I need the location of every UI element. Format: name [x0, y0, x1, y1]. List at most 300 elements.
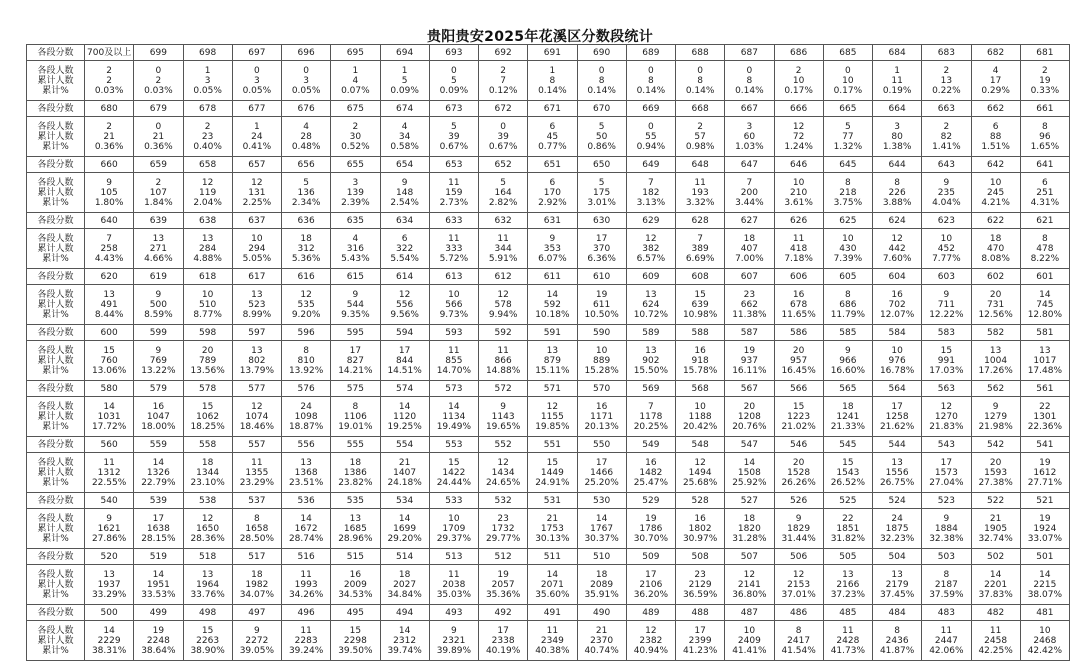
score-cell: 493 — [429, 605, 478, 621]
count-value: 1 — [254, 121, 260, 132]
cumulative-value: 4 — [352, 75, 359, 86]
cumulative-value: 879 — [543, 355, 561, 366]
score-cell: 569 — [626, 381, 675, 397]
score-cell: 517 — [232, 549, 281, 565]
cumulative-value: 2248 — [146, 635, 170, 646]
percent-value: 3.88% — [882, 197, 912, 208]
cumulative-value: 1937 — [97, 579, 121, 590]
percent-value: 24.91% — [535, 477, 570, 488]
percent-value: 22.36% — [1027, 421, 1063, 432]
cumulative-value: 1767 — [590, 523, 614, 534]
score-cell: 639 — [134, 213, 183, 229]
cumulative-value: 2009 — [343, 579, 367, 590]
score-cell: 661 — [1020, 101, 1069, 117]
count-value: 10 — [448, 289, 460, 300]
data-cell — [380, 565, 429, 605]
cumulative-value: 1062 — [196, 411, 220, 422]
data-cell — [873, 565, 922, 605]
cumulative-value: 1672 — [294, 523, 318, 534]
percent-value: 41.41% — [732, 645, 767, 656]
percent-value: 33.07% — [1027, 533, 1063, 544]
score-cell: 559 — [134, 437, 183, 453]
data-cell — [282, 229, 331, 269]
data-cell — [282, 173, 331, 213]
count-value: 1 — [401, 65, 408, 76]
cumulative-value: 34 — [398, 131, 411, 142]
score-cell: 616 — [282, 269, 331, 285]
count-value: 12 — [497, 289, 509, 300]
data-cell — [85, 453, 134, 493]
percent-value: 34.07% — [239, 589, 275, 600]
cumulative-value: 2027 — [393, 579, 417, 590]
count-value: 21 — [546, 513, 559, 524]
percent-value: 37.01% — [781, 589, 816, 600]
score-cell: 509 — [626, 549, 675, 565]
percent-value: 6.07% — [538, 253, 567, 264]
count-value: 10 — [448, 513, 460, 524]
cumulative-value: 10 — [842, 75, 854, 86]
percent-value: 20.13% — [584, 421, 619, 432]
data-cell — [725, 61, 774, 101]
cumulative-value: 731 — [987, 299, 1005, 310]
percent-value: 26.26% — [781, 477, 816, 488]
percent-value: 0.77% — [538, 141, 567, 152]
count-value: 15 — [448, 457, 460, 468]
percent-value: 5.54% — [390, 253, 419, 264]
count-value: 1 — [204, 65, 211, 76]
score-row — [27, 269, 1070, 285]
percent-value: 0.14% — [538, 85, 567, 96]
cumulative-value: 592 — [543, 299, 561, 310]
percent-value: 36.80% — [732, 589, 767, 600]
count-value: 10 — [743, 625, 756, 636]
percent-value: 32.23% — [879, 533, 915, 544]
score-cell: 596 — [282, 325, 331, 341]
percent-value: 20.76% — [732, 421, 767, 432]
cumulative-value: 82 — [940, 131, 953, 142]
cumulative-value: 60 — [743, 131, 756, 142]
cumulative-value: 1802 — [688, 523, 712, 534]
count-value: 9 — [254, 625, 260, 636]
count-label: 各段人数 — [37, 233, 74, 244]
count-value: 14 — [743, 457, 756, 468]
cumulative-value: 1386 — [343, 467, 367, 478]
data-cell — [676, 173, 725, 213]
percent-value: 2.04% — [193, 197, 222, 208]
percent-value: 1.03% — [735, 141, 764, 152]
score-cell: 614 — [380, 269, 429, 285]
count-value: 11 — [448, 177, 460, 188]
percent-value: 18.00% — [141, 421, 176, 432]
data-cell — [232, 117, 281, 157]
cumulative-value: 1106 — [343, 411, 367, 422]
data-cell — [528, 453, 577, 493]
count-value: 17 — [595, 233, 608, 244]
cumulative-value: 1301 — [1033, 411, 1057, 422]
data-cell — [380, 621, 429, 661]
cumulative-value: 1528 — [787, 467, 811, 478]
score-cell: 558 — [183, 437, 232, 453]
count-value: 14 — [398, 401, 411, 412]
cumulative-value: 624 — [642, 299, 660, 310]
count-value: 8 — [795, 625, 802, 636]
percent-value: 37.83% — [978, 589, 1013, 600]
percent-value: 12.07% — [879, 309, 915, 320]
percent-value: 8.44% — [94, 309, 124, 320]
cumulative-value: 316 — [346, 243, 364, 254]
percent-value: 15.28% — [584, 365, 619, 376]
score-cell: 611 — [528, 269, 577, 285]
score-cell: 574 — [380, 381, 429, 397]
cumulative-value: 976 — [888, 355, 906, 366]
percent-value: 39.05% — [239, 645, 275, 656]
score-cell: 522 — [971, 493, 1020, 509]
count-value: 9 — [155, 289, 162, 300]
cumulative-value: 1171 — [590, 411, 614, 422]
cumulative-value: 96 — [1039, 131, 1051, 142]
count-value: 1 — [352, 65, 359, 76]
score-cell: 545 — [823, 437, 872, 453]
percent-value: 28.15% — [141, 533, 176, 544]
data-cell — [922, 397, 971, 437]
data-cell — [528, 61, 577, 101]
percent-value: 42.06% — [929, 645, 964, 656]
data-cell — [232, 229, 281, 269]
score-cell: 684 — [873, 45, 922, 61]
cumulative-value: 1905 — [984, 523, 1008, 534]
count-value: 14 — [300, 513, 312, 524]
cumulative-label: 累计人数 — [37, 75, 74, 86]
cumulative-value: 1143 — [491, 411, 515, 422]
data-cell — [380, 453, 429, 493]
count-value: 6 — [992, 121, 999, 132]
percent-value: 17.03% — [929, 365, 964, 376]
percent-value: 6.36% — [587, 253, 616, 264]
score-cell: 487 — [725, 605, 774, 621]
percent-value: 24.18% — [387, 477, 422, 488]
cumulative-value: 1208 — [737, 411, 761, 422]
cumulative-value: 1422 — [442, 467, 466, 478]
count-value: 19 — [497, 569, 509, 580]
cumulative-value: 678 — [790, 299, 808, 310]
percent-value: 29.37% — [436, 533, 472, 544]
score-cell: 537 — [232, 493, 281, 509]
cumulative-value: 1685 — [343, 523, 367, 534]
score-cell: 549 — [626, 437, 675, 453]
score-cell: 694 — [380, 45, 429, 61]
score-cell: 523 — [922, 493, 971, 509]
cumulative-value: 45 — [546, 131, 559, 142]
percent-value: 0.14% — [685, 85, 715, 96]
score-cell: 543 — [922, 437, 971, 453]
count-value: 18 — [349, 457, 362, 468]
score-cell: 556 — [282, 437, 331, 453]
score-cell: 535 — [331, 493, 380, 509]
count-value: 4 — [992, 65, 999, 76]
score-cell: 492 — [479, 605, 528, 621]
score-cell: 605 — [823, 269, 872, 285]
data-cell — [331, 565, 380, 605]
percent-value: 19.25% — [387, 421, 422, 432]
cumulative-value: 1482 — [639, 467, 663, 478]
percent-value: 27.86% — [91, 533, 127, 544]
data-cell — [676, 621, 725, 661]
score-row-label: 各段分数 — [27, 549, 85, 565]
count-value: 9 — [500, 401, 506, 412]
percent-value: 8.99% — [242, 309, 272, 320]
data-cell — [823, 229, 872, 269]
data-cell — [429, 509, 478, 549]
cumulative-value: 2321 — [442, 635, 466, 646]
cumulative-value: 1188 — [688, 411, 712, 422]
score-cell: 626 — [774, 213, 823, 229]
score-row-label: 各段分数 — [27, 101, 85, 117]
data-row-labels — [27, 341, 85, 381]
count-value: 14 — [1039, 569, 1051, 580]
cumulative-value: 10 — [792, 75, 805, 86]
data-cell — [134, 117, 183, 157]
count-value: 10 — [792, 177, 805, 188]
data-cell — [725, 397, 774, 437]
percent-value: 0.67% — [488, 141, 518, 152]
cumulative-value: 1098 — [294, 411, 318, 422]
data-row — [27, 509, 1070, 549]
score-cell: 644 — [873, 157, 922, 173]
score-cell: 540 — [85, 493, 134, 509]
count-value: 16 — [595, 401, 608, 412]
count-value: 0 — [746, 65, 753, 76]
percent-value: 33.76% — [190, 589, 225, 600]
data-cell — [774, 621, 823, 661]
cumulative-value: 8 — [598, 75, 605, 86]
score-cell: 697 — [232, 45, 281, 61]
score-cell: 516 — [282, 549, 331, 565]
cumulative-value: 284 — [199, 243, 217, 254]
data-cell — [1020, 61, 1069, 101]
data-row — [27, 285, 1070, 325]
score-cell: 532 — [479, 493, 528, 509]
cumulative-value: 107 — [149, 187, 167, 198]
percent-value: 21.33% — [830, 421, 866, 432]
data-cell — [774, 285, 823, 325]
percent-value: 12.56% — [978, 309, 1013, 320]
data-cell — [282, 397, 331, 437]
score-cell: 666 — [774, 101, 823, 117]
data-cell — [626, 509, 675, 549]
data-cell — [479, 285, 528, 325]
percent-value: 10.18% — [535, 309, 570, 320]
percent-value: 5.91% — [488, 253, 518, 264]
data-cell — [676, 285, 725, 325]
data-cell — [873, 117, 922, 157]
data-cell — [134, 453, 183, 493]
percent-value: 27.38% — [978, 477, 1013, 488]
data-row — [27, 61, 1070, 101]
percent-value: 38.90% — [190, 645, 225, 656]
percent-value: 0.07% — [341, 85, 370, 96]
count-value: 9 — [352, 289, 359, 300]
cumulative-value: 2417 — [787, 635, 811, 646]
data-cell — [922, 117, 971, 157]
score-cell: 481 — [1020, 605, 1069, 621]
count-value: 0 — [451, 65, 457, 76]
data-cell — [429, 61, 478, 101]
cumulative-value: 8 — [549, 75, 556, 86]
cumulative-value: 105 — [100, 187, 118, 198]
score-cell: 538 — [183, 493, 232, 509]
count-label: 各段人数 — [37, 121, 74, 132]
percent-value: 40.74% — [584, 645, 619, 656]
cumulative-value: 2106 — [639, 579, 663, 590]
data-row-labels — [27, 565, 85, 605]
count-value: 16 — [694, 513, 706, 524]
percent-value: 4.66% — [144, 253, 173, 264]
cumulative-value: 210 — [790, 187, 808, 198]
score-cell: 557 — [232, 437, 281, 453]
score-cell: 687 — [725, 45, 774, 61]
cumulative-value: 1270 — [934, 411, 958, 422]
cumulative-value: 17 — [989, 75, 1002, 86]
count-value: 0 — [697, 65, 703, 76]
cumulative-value: 245 — [987, 187, 1005, 198]
count-value: 18 — [595, 569, 608, 580]
data-cell — [626, 453, 675, 493]
percent-value: 30.13% — [535, 533, 570, 544]
count-value: 12 — [645, 233, 657, 244]
count-value: 11 — [300, 569, 312, 580]
percent-value: 19.85% — [535, 421, 570, 432]
score-cell: 564 — [873, 381, 922, 397]
count-value: 21 — [595, 625, 608, 636]
count-value: 16 — [792, 289, 805, 300]
score-cell: 587 — [725, 325, 774, 341]
count-value: 19 — [152, 625, 165, 636]
count-value: 18 — [743, 513, 756, 524]
count-value: 2 — [106, 65, 112, 76]
count-value: 7 — [648, 401, 654, 412]
count-value: 20 — [989, 457, 1002, 468]
count-value: 16 — [152, 401, 165, 412]
score-cell: 664 — [873, 101, 922, 117]
score-cell: 696 — [282, 45, 331, 61]
count-value: 2 — [697, 121, 703, 132]
count-value: 16 — [645, 457, 657, 468]
count-value: 2 — [943, 65, 950, 76]
percent-value: 33.29% — [91, 589, 127, 600]
percent-label: 累计% — [42, 421, 69, 432]
percent-value: 0.33% — [1030, 85, 1060, 96]
percent-value: 17.26% — [978, 365, 1013, 376]
data-cell — [577, 621, 626, 661]
percent-value: 41.73% — [830, 645, 866, 656]
count-label: 各段人数 — [37, 569, 74, 580]
percent-value: 26.75% — [879, 477, 915, 488]
score-cell: 573 — [429, 381, 478, 397]
percent-value: 17.72% — [91, 421, 127, 432]
data-cell — [429, 229, 478, 269]
count-label: 各段人数 — [37, 289, 74, 300]
score-cell: 686 — [774, 45, 823, 61]
percent-value: 10.98% — [682, 309, 718, 320]
percent-value: 16.78% — [879, 365, 915, 376]
percent-value: 22.55% — [91, 477, 127, 488]
data-row — [27, 397, 1070, 437]
percent-value: 0.03% — [144, 85, 173, 96]
count-value: 9 — [943, 513, 950, 524]
percent-value: 21.83% — [929, 421, 964, 432]
percent-value: 10.50% — [584, 309, 619, 320]
percent-value: 7.60% — [882, 253, 912, 264]
score-cell: 676 — [282, 101, 331, 117]
data-cell — [1020, 285, 1069, 325]
score-row-label: 各段分数 — [27, 605, 85, 621]
data-cell — [1020, 509, 1069, 549]
data-cell — [1020, 397, 1069, 437]
cumulative-value: 312 — [297, 243, 315, 254]
score-cell: 534 — [380, 493, 429, 509]
percent-value: 0.94% — [636, 141, 666, 152]
percent-value: 37.23% — [830, 589, 866, 600]
cumulative-value: 1993 — [294, 579, 318, 590]
percent-value: 31.82% — [830, 533, 866, 544]
score-cell: 542 — [971, 437, 1020, 453]
count-value: 22 — [842, 513, 854, 524]
percent-value: 0.36% — [144, 141, 173, 152]
score-cell: 603 — [922, 269, 971, 285]
data-cell — [774, 117, 823, 157]
score-cell: 604 — [873, 269, 922, 285]
data-cell — [823, 285, 872, 325]
cumulative-value: 5 — [451, 75, 457, 86]
percent-value: 2.82% — [488, 197, 518, 208]
cumulative-value: 19 — [1039, 75, 1051, 86]
cumulative-value: 370 — [593, 243, 611, 254]
cumulative-value: 344 — [494, 243, 512, 254]
score-cell: 645 — [823, 157, 872, 173]
data-cell — [134, 341, 183, 381]
cumulative-label: 累计人数 — [37, 355, 74, 366]
cumulative-value: 1279 — [984, 411, 1008, 422]
percent-value: 13.92% — [288, 365, 324, 376]
cumulative-value: 1709 — [442, 523, 466, 534]
cumulative-value: 1155 — [540, 411, 564, 422]
data-cell — [873, 453, 922, 493]
percent-value: 22.79% — [141, 477, 176, 488]
count-value: 18 — [251, 569, 263, 580]
cumulative-value: 1924 — [1033, 523, 1057, 534]
count-value: 8 — [1042, 233, 1048, 244]
count-value: 11 — [448, 345, 460, 356]
score-cell: 673 — [429, 101, 478, 117]
percent-value: 4.21% — [981, 197, 1010, 208]
score-cell: 531 — [528, 493, 577, 509]
count-value: 17 — [152, 513, 165, 524]
cumulative-value: 639 — [691, 299, 709, 310]
count-value: 10 — [989, 177, 1002, 188]
count-value: 0 — [598, 65, 605, 76]
count-value: 13 — [645, 345, 657, 356]
cumulative-value: 3 — [204, 75, 211, 86]
percent-value: 28.96% — [338, 533, 373, 544]
score-cell: 594 — [380, 325, 429, 341]
count-value: 19 — [743, 345, 756, 356]
count-value: 20 — [792, 457, 805, 468]
score-row-label: 各段分数 — [27, 157, 85, 173]
score-cell: 657 — [232, 157, 281, 173]
count-value: 11 — [103, 457, 115, 468]
data-cell — [232, 453, 281, 493]
score-cell: 528 — [676, 493, 725, 509]
